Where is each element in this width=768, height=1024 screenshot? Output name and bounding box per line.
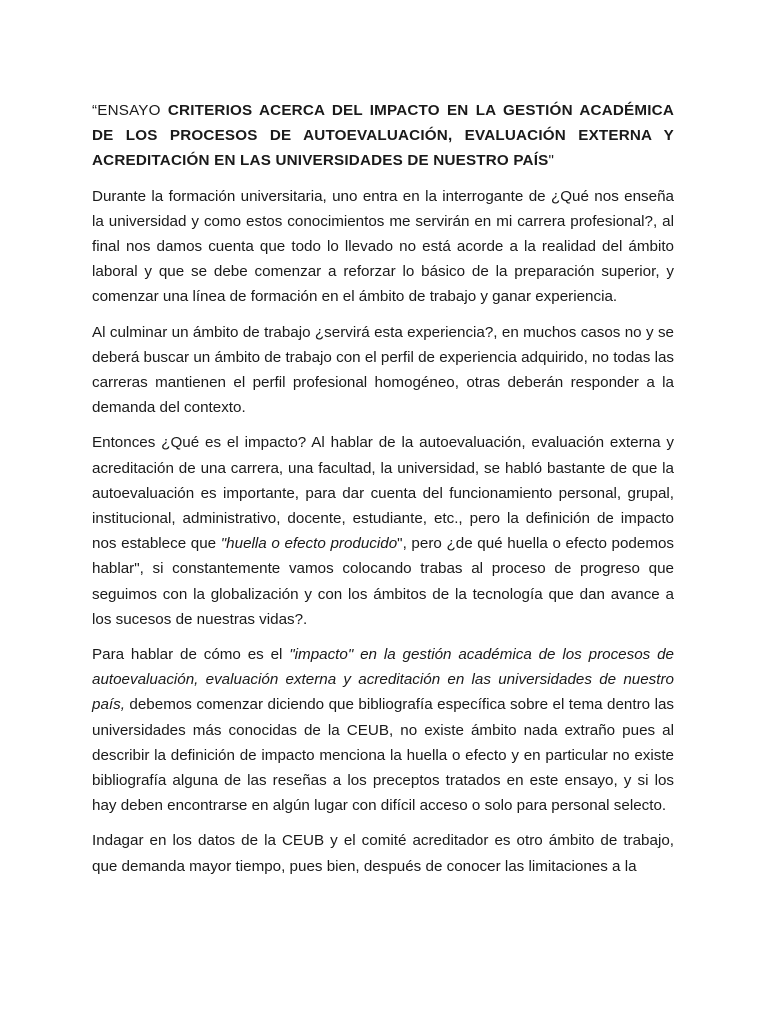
paragraph-3 bbox=[92, 430, 674, 632]
paragraph-5: Indagar en los datos de la CEUB y el comité acreditador es otro ámbito de trabajo, que demanda mayor tiempo, pues bien, después de conocer las limitaciones a la bbox=[92, 832, 674, 875]
paragraph-4-quote: "impacto" en la gestión académica de los procesos de autoevaluación, evaluación externa y acreditación en las universidades de nuestro país, bbox=[92, 646, 674, 714]
paragraph-4-text-b: debemos comenzar diciendo que bibliografía específica sobre el tema dentro las universidades más conocidas de la CEUB, no existe ámbito nada extraño pues al describir la definición de impacto menciona la huella o efecto y en particular no existe bibliografía alguna de las reseñas a los preceptos tratados en este ensayo, y si los hay deben encontrarse en algún lugar con difícil acceso o solo para personal selecto. bbox=[92, 696, 674, 815]
title-main: CRITERIOS ACERCA DEL IMPACTO EN LA GESTIÓN ACADÉMICA DE LOS PROCESOS DE AUTOEVALUACIÓN, EVALUACIÓN EXTERNA Y ACREDITACIÓN EN LAS UNIVERSIDADES DE NUESTRO PAÍS bbox=[92, 102, 674, 170]
document-page bbox=[92, 98, 674, 889]
paragraph-3-text-b: ", pero ¿de qué huella o efecto podemos hablar", si constantemente vamos colocando trabas al proceso de progreso que seguimos con la globalización y con los ámbitos de la tecnología que dan avance a los sucesos de nuestras vidas?. bbox=[92, 535, 675, 628]
paragraph-2: Al culminar un ámbito de trabajo ¿servirá esta experiencia?, en muchos casos no y se deberá buscar un ámbito de trabajo con el perfil de experiencia adquirido, no todas las carreras mantienen el perfil profesional homogéneo, otras deberán responder a la demanda del contexto. bbox=[92, 323, 674, 417]
paragraph-4 bbox=[92, 642, 674, 818]
paragraph-3-text-a: Entonces ¿Qué es el impacto? Al hablar de la autoevaluación, evaluación externa y acreditación de una carrera, una facultad, la universidad, se habló bastante de que la autoevaluación es importante, para dar cuenta del funcionamiento personal, grupal, institucional, administrativo, docente, estudiante, etc., pero la definición de impacto nos establece que bbox=[92, 434, 674, 553]
title-lead: “ENSAYO bbox=[92, 102, 168, 119]
essay-title bbox=[92, 98, 674, 174]
title-close: " bbox=[548, 152, 555, 170]
paragraph-1: Durante la formación universitaria, uno entra en la interrogante de ¿Qué nos enseña la universidad y como estos conocimientos me servirán en mi carrera profesional?, al final nos damos cuenta que todo lo llevado no está acorde a la realidad del ámbito laboral y que se debe comenzar a reforzar lo básico de la preparación superior, y comenzar una línea de formación en el ámbito de trabajo y ganar experiencia. bbox=[92, 187, 674, 306]
paragraph-3-quote: "huella o efecto producido bbox=[220, 535, 398, 553]
paragraph-4-text-a: Para hablar de cómo es el bbox=[92, 646, 290, 664]
